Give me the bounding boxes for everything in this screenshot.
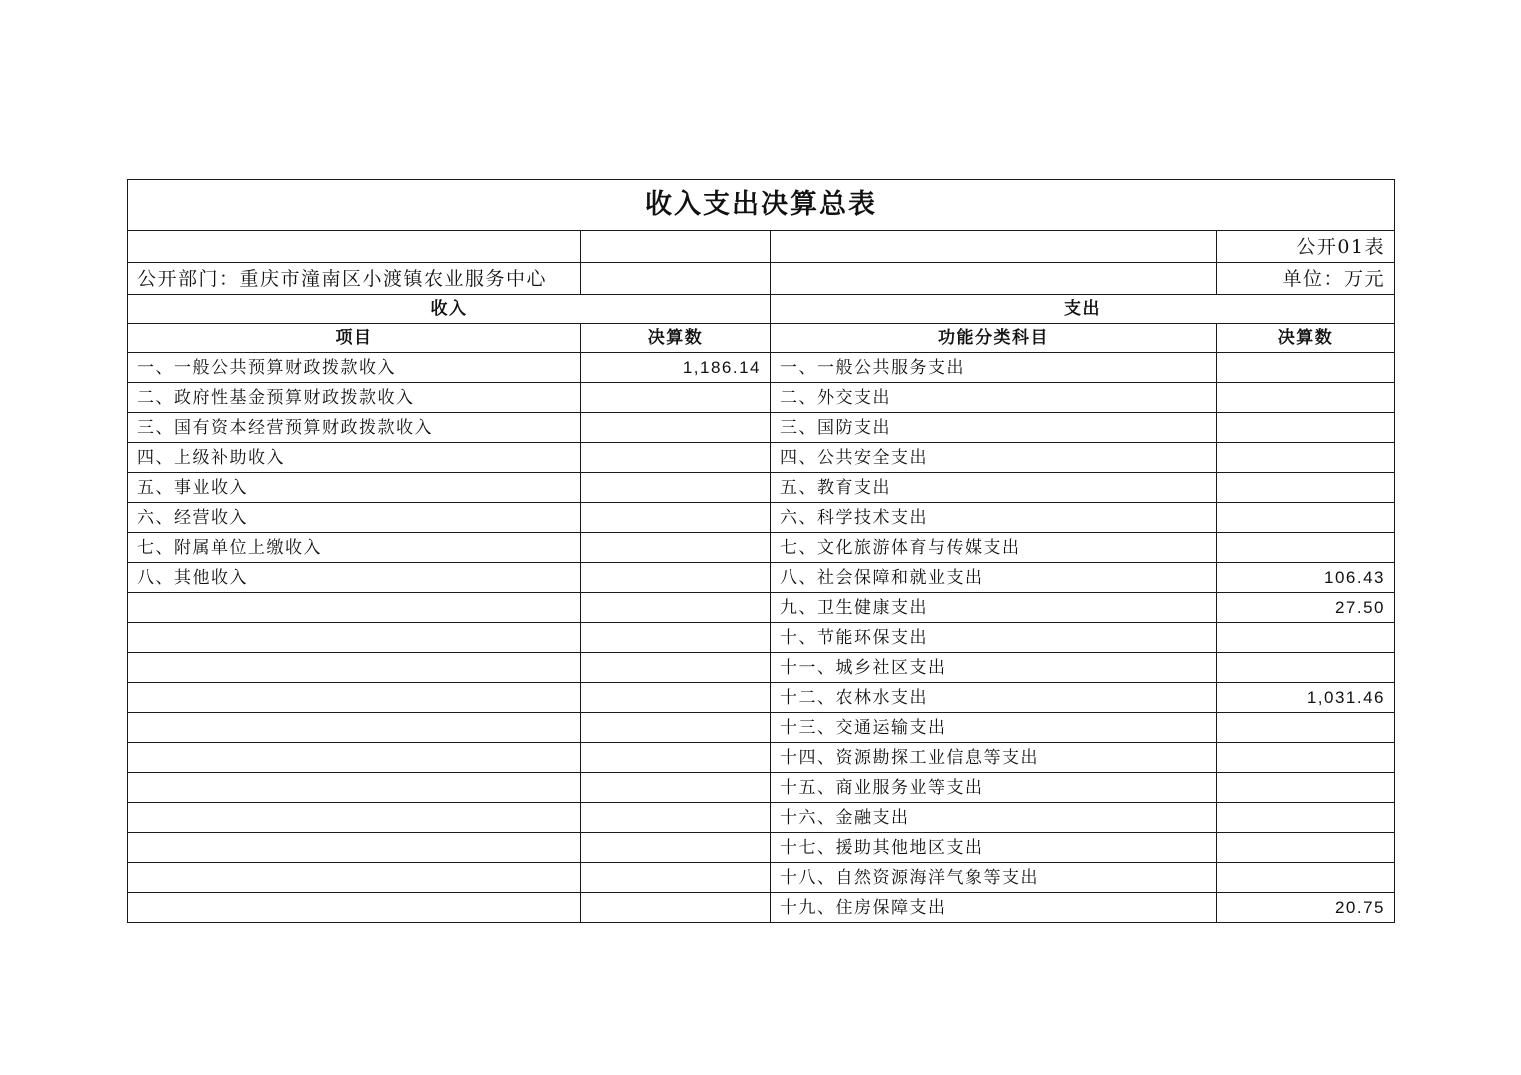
- table-row: [128, 353, 1395, 383]
- table-row: [128, 563, 1395, 593]
- budget-summary-table: [127, 179, 1395, 923]
- table-row: [128, 503, 1395, 533]
- income-item-cell: 八、其他收入: [128, 563, 581, 593]
- expense-amount-cell: [1217, 443, 1395, 473]
- table-row: [128, 443, 1395, 473]
- column-header-function: 功能分类科目: [771, 324, 1217, 353]
- expense-amount-cell: 1,031.46: [1217, 683, 1395, 713]
- income-item-cell: 四、上级补助收入: [128, 443, 581, 473]
- income-amount-cell: [581, 473, 771, 503]
- income-amount-cell: 1,186.14: [581, 353, 771, 383]
- expense-amount-cell: 27.50: [1217, 593, 1395, 623]
- expense-amount-cell: [1217, 623, 1395, 653]
- expense-amount-cell: [1217, 473, 1395, 503]
- expense-amount-cell: [1217, 833, 1395, 863]
- income-item-cell: 五、事业收入: [128, 473, 581, 503]
- income-amount-cell: [581, 863, 771, 893]
- table-row: [128, 383, 1395, 413]
- expense-item-cell: 十八、自然资源海洋气象等支出: [771, 863, 1217, 893]
- table-row: [128, 803, 1395, 833]
- table-row: [128, 533, 1395, 563]
- expense-amount-cell: [1217, 653, 1395, 683]
- empty-cell: [128, 231, 581, 263]
- income-item-cell: [128, 773, 581, 803]
- table-row: [128, 683, 1395, 713]
- expense-item-cell: 七、文化旅游体育与传媒支出: [771, 533, 1217, 563]
- expense-item-cell: 五、教育支出: [771, 473, 1217, 503]
- column-header-amount: 决算数: [581, 324, 771, 353]
- income-amount-cell: [581, 653, 771, 683]
- income-item-cell: 三、国有资本经营预算财政拨款收入: [128, 413, 581, 443]
- form-number-row: [128, 231, 1395, 263]
- empty-cell: [771, 263, 1217, 295]
- table-title: 收入支出决算总表: [128, 180, 1395, 231]
- expense-amount-cell: [1217, 863, 1395, 893]
- income-item-cell: [128, 623, 581, 653]
- income-item-cell: [128, 893, 581, 923]
- expense-item-cell: 六、科学技术支出: [771, 503, 1217, 533]
- column-header-amount2: 决算数: [1217, 324, 1395, 353]
- expense-item-cell: 十三、交通运输支出: [771, 713, 1217, 743]
- table-row: [128, 473, 1395, 503]
- income-item-cell: [128, 863, 581, 893]
- table-row: [128, 623, 1395, 653]
- income-item-cell: [128, 803, 581, 833]
- department-label: 公开部门：重庆市潼南区小渡镇农业服务中心: [128, 263, 581, 295]
- expense-item-cell: 九、卫生健康支出: [771, 593, 1217, 623]
- income-amount-cell: [581, 713, 771, 743]
- table-row: [128, 893, 1395, 923]
- table-row: [128, 713, 1395, 743]
- title-row: [128, 180, 1395, 231]
- income-item-cell: [128, 713, 581, 743]
- income-amount-cell: [581, 683, 771, 713]
- income-amount-cell: [581, 623, 771, 653]
- income-item-cell: 一、一般公共预算财政拨款收入: [128, 353, 581, 383]
- expense-amount-cell: [1217, 533, 1395, 563]
- income-amount-cell: [581, 773, 771, 803]
- income-amount-cell: [581, 743, 771, 773]
- table-row: [128, 593, 1395, 623]
- income-amount-cell: [581, 413, 771, 443]
- column-header-item: 项目: [128, 324, 581, 353]
- table-row: [128, 653, 1395, 683]
- income-amount-cell: [581, 803, 771, 833]
- expense-item-cell: 十一、城乡社区支出: [771, 653, 1217, 683]
- expense-amount-cell: [1217, 413, 1395, 443]
- expense-item-cell: 十九、住房保障支出: [771, 893, 1217, 923]
- expense-amount-cell: [1217, 773, 1395, 803]
- income-amount-cell: [581, 503, 771, 533]
- table-row: [128, 743, 1395, 773]
- income-section-header: 收入: [128, 295, 771, 324]
- income-item-cell: 二、政府性基金预算财政拨款收入: [128, 383, 581, 413]
- income-item-cell: [128, 593, 581, 623]
- income-item-cell: [128, 653, 581, 683]
- income-item-cell: [128, 743, 581, 773]
- income-amount-cell: [581, 383, 771, 413]
- expense-amount-cell: [1217, 503, 1395, 533]
- income-item-cell: [128, 833, 581, 863]
- form-number: 公开01表: [1217, 231, 1395, 263]
- table-row: [128, 413, 1395, 443]
- section-header-row: [128, 295, 1395, 324]
- income-amount-cell: [581, 533, 771, 563]
- expense-item-cell: 十四、资源勘探工业信息等支出: [771, 743, 1217, 773]
- expense-item-cell: 十、节能环保支出: [771, 623, 1217, 653]
- expense-amount-cell: [1217, 713, 1395, 743]
- expense-item-cell: 四、公共安全支出: [771, 443, 1217, 473]
- expense-section-header: 支出: [771, 295, 1395, 324]
- expense-item-cell: 八、社会保障和就业支出: [771, 563, 1217, 593]
- expense-item-cell: 十二、农林水支出: [771, 683, 1217, 713]
- expense-amount-cell: [1217, 353, 1395, 383]
- income-amount-cell: [581, 893, 771, 923]
- expense-amount-cell: 20.75: [1217, 893, 1395, 923]
- expense-amount-cell: [1217, 803, 1395, 833]
- table-row: [128, 773, 1395, 803]
- column-header-row: [128, 324, 1395, 353]
- department-row: [128, 263, 1395, 295]
- table-row: [128, 863, 1395, 893]
- table-row: [128, 833, 1395, 863]
- income-amount-cell: [581, 593, 771, 623]
- expense-amount-cell: 106.43: [1217, 563, 1395, 593]
- expense-item-cell: 二、外交支出: [771, 383, 1217, 413]
- income-item-cell: 七、附属单位上缴收入: [128, 533, 581, 563]
- expense-item-cell: 十五、商业服务业等支出: [771, 773, 1217, 803]
- income-item-cell: [128, 683, 581, 713]
- unit-label: 单位：万元: [1217, 263, 1395, 295]
- expense-item-cell: 十七、援助其他地区支出: [771, 833, 1217, 863]
- income-item-cell: 六、经营收入: [128, 503, 581, 533]
- empty-cell: [771, 231, 1217, 263]
- income-amount-cell: [581, 833, 771, 863]
- income-amount-cell: [581, 443, 771, 473]
- empty-cell: [581, 231, 771, 263]
- expense-item-cell: 三、国防支出: [771, 413, 1217, 443]
- expense-item-cell: 一、一般公共服务支出: [771, 353, 1217, 383]
- empty-cell: [581, 263, 771, 295]
- income-amount-cell: [581, 563, 771, 593]
- expense-amount-cell: [1217, 383, 1395, 413]
- expense-amount-cell: [1217, 743, 1395, 773]
- expense-item-cell: 十六、金融支出: [771, 803, 1217, 833]
